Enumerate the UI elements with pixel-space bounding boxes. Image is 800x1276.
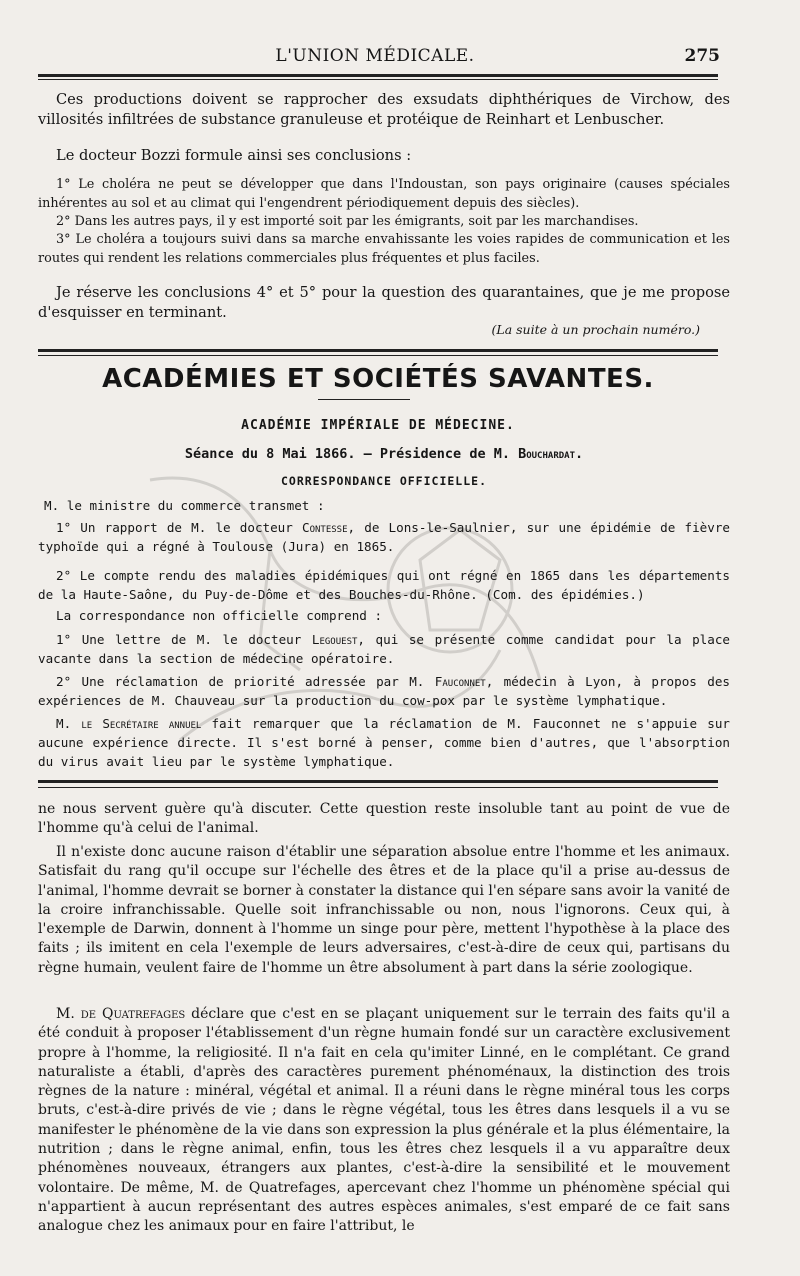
section-rule-thin	[38, 355, 718, 356]
header-rule-thin	[38, 79, 718, 80]
unofficial-item-1: 1° Une lettre de M. le docteur Legouest, qui se présente comme candidat pour la place vacante dans la section de médecine opératoire.	[38, 632, 730, 667]
section-rule	[38, 349, 718, 352]
conclusion-3: 3° Le choléra a toujours suivi dans sa marche envahissante les voies rapides de communication et les routes qui rendent les relations commerciales plus fréquentes et plus faciles.	[38, 232, 730, 266]
secretary-remark: M. le Secrétaire annuel fait remarquer que la réclamation de M. Fauconnet ne s'appuie sur aucune expérience directe. Il s'est borné à penser, comme bien d'autres, que l'absorption du virus avait lieu par le système lymphatique.	[38, 716, 730, 770]
official-item-1: 1° Un rapport de M. le docteur Contesse, de Lons-le-Saulnier, sur une épidémie de fièvre typhoïde qui a régné à Toulouse (Jura) en 1865.	[38, 520, 730, 555]
page-header	[30, 44, 720, 74]
ministre-line: M. le ministre du commerce transmet :	[44, 498, 325, 513]
page-number: 275	[684, 46, 720, 66]
academy-subtitle: ACADÉMIE IMPÉRIALE DE MÉDECINE.	[241, 418, 515, 433]
lower-paragraph-2: Il n'existe donc aucune raison d'établir une séparation absolue entre l'homme et les animaux. Satisfait du rang qu'il occupe sur l'échelle des êtres et de la place qu'il a prise au-dessus de l'animal, l'homme devrait se borner à constater la distance qui l'en sépare sans avoir la vanité de la croire infranchissable. Quelle soit infranchissable ou non, nous l'ignorons. Ceux qui, à l'exemple de Darwin, donnent à l'homme un singe pour père, mettent l'hypothèse à la place des faits ; ils imitent en cela l'exemple de leurs adversaires, c'est-à-dire de ceux qui, partisans du règne humain, veulent faire de l'homme un être absolument à part dans la série zoologique.	[38, 844, 730, 976]
conclusion-1: 1° Le choléra ne peut se développer que dans l'Indoustan, son pays originaire (causes spéciales inhérentes au sol et au climat qui l'engendrent périodiquement depuis des siècles).	[38, 177, 730, 211]
lower-paragraph-1: ne nous servent guère qu'à discuter. Cette question reste insoluble tant au point de vue de l'homme qu'à celui de l'animal.	[38, 801, 730, 837]
lower-rule	[38, 780, 718, 783]
unofficial-item-2: 2° Une réclamation de priorité adressée par M. Fauconnet, médecin à Lyon, à propos des expériences de M. Chauveau sur la production du cow-pox par le système lymphatique.	[38, 674, 730, 709]
paragraph-productions: Ces productions doivent se rapprocher des exsudats diphthériques de Virchow, des villosités infiltrées de substance granuleuse et protéique de Reinhart et Lenbuscher.	[38, 91, 730, 128]
section-title: ACADÉMIES ET SOCIÉTÉS SAVANTES.	[102, 364, 654, 394]
quatrefages-name: de Quatrefages	[80, 1006, 186, 1022]
correspondance-heading: CORRESPONDANCE OFFICIELLE.	[280, 474, 487, 488]
official-item-2: 2° Le compte rendu des maladies épidémiques qui ont régné en 1865 dans les départements de la Haute-Saône, du Puy-de-Dôme et des Bouches-du-Rhône. (Com. des épidémies.)	[38, 568, 730, 603]
title-underline	[318, 399, 410, 400]
president-name: Bouchardat	[518, 446, 575, 462]
header-rule	[38, 74, 718, 77]
lower-rule-thin	[38, 787, 718, 788]
paragraph-bozzi: Le docteur Bozzi formule ainsi ses conclusions :	[56, 147, 412, 164]
lower-paragraph-3: M. de Quatrefages déclare que c'est en se plaçant uniquement sur le terrain des faits qu'il a été conduit à proposer l'établissement d'un règne humain fondé sur un caractère exclusivement propre à l'homme, la religiosité. Il n'a fait en cela qu'imiter Linné, en le complétant. Ce grand naturaliste a établi, d'après des caractères purement phénoménaux, la distinction des trois règnes de la nature : minéral, végétal et animal. Il a réuni dans le règne minéral tous les corps bruts, c'est-à-dire privés de vie ; dans le règne végétal, tous les êtres dans lesquels il a vu se manifester le phénomène de la vie dans son expression la plus générale et la plus élémentaire, la nutrition ; dans le règne animal, enfin, tous les êtres chez lesquels il a vu apparaître deux phénomènes nouveaux, étrangers aux plantes, c'est-à-dire la sensibilité et le mouvement volontaire. De même, M. de Quatrefages, apercevant chez l'homme un phénomène spécial qui n'appartient à aucun représentant des autres espèces animales, s'est emparé de ce fait sans analogue chez les animaux pour en faire l'attribut, le	[38, 1006, 730, 1235]
non-official-heading: La correspondance non officielle comprend :	[56, 608, 383, 623]
conclusion-2: 2° Dans les autres pays, il y est importé soit par les émigrants, soit par les marchandises.	[56, 214, 639, 229]
running-title: L'UNION MÉDICALE.	[275, 46, 475, 66]
continuation-note: (La suite à un prochain numéro.)	[491, 322, 700, 337]
seance-line: Séance du 8 Mai 1866. — Présidence de M. Bouchardat.	[184, 446, 584, 462]
paragraph-reserve: Je réserve les conclusions 4° et 5° pour la question des quarantaines, que je me propose d'esquisser en terminant.	[38, 284, 730, 321]
